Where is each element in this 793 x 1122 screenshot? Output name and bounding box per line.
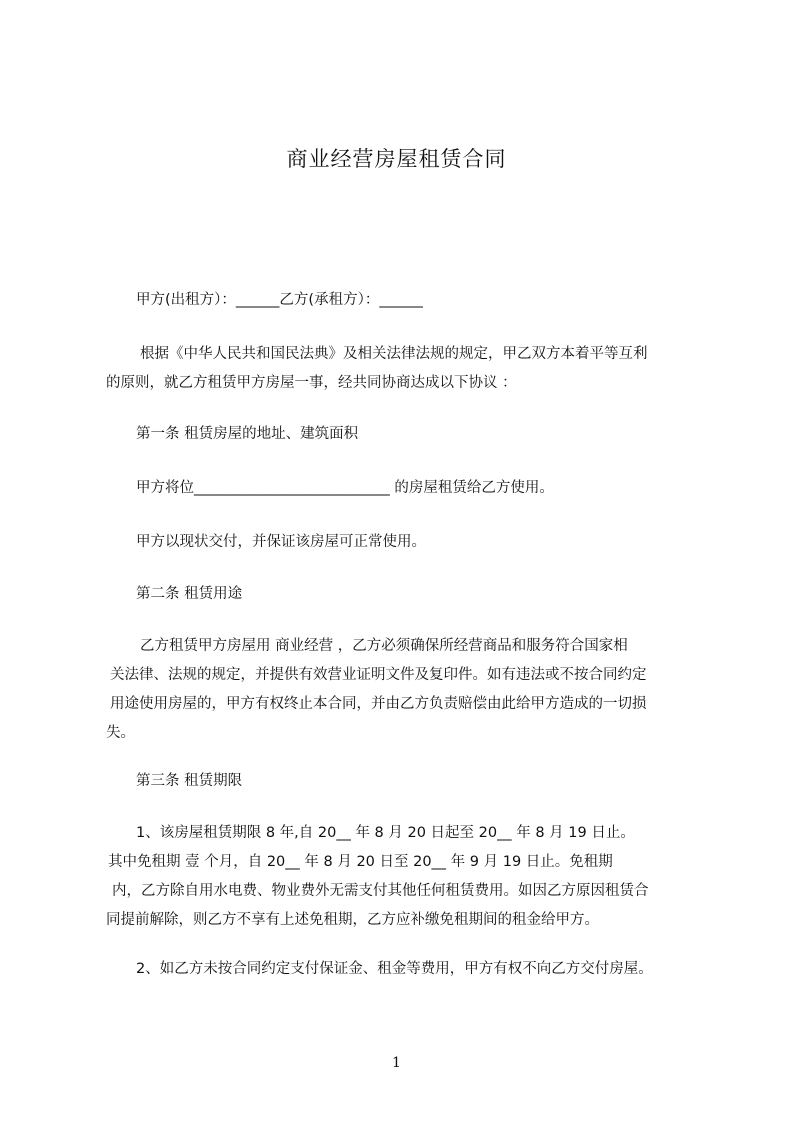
preamble-line-1: 根据《中华人民共和国民法典》及相关法律法规的规定，甲乙双方本着平等互利 <box>140 346 648 362</box>
article-2-line-2: 关法律、法规的规定，并提供有效营业证明文件及复印件。如有违法或不按合同约定 <box>110 667 647 683</box>
article-2-paragraph <box>106 632 706 748</box>
document-title: 商业经营房屋租赁合同 <box>286 147 507 171</box>
article-3-clause-1 <box>106 819 706 935</box>
article-2-line-3: 用途使用房屋的，甲方有权终止本合同，并由乙方负责赔偿由此给甲方造成的一切损 <box>110 696 647 712</box>
article-1-heading: 第一条 租赁房屋的地址、建筑面积 <box>136 426 359 442</box>
preamble-line-2: 的原则，就乙方租赁甲方房屋一事，经共同协商达成以下协议 ： <box>106 375 517 391</box>
article-3-clause-1-line-3: 内，乙方除自用水电费、物业费外无需支付其他任何租赁费用。如因乙方原因租赁合 <box>112 883 649 899</box>
article-3-clause-1-line-1: 1、该房屋租赁期限 8 年,自 20__ 年 8 月 20 日起至 20__ 年 8 月 19 日止。 <box>136 825 635 841</box>
article-3-clause-2: 2、如乙方未按合同约定支付保证金、租金等费用，甲方有权不向乙方交付房屋。 <box>136 961 653 977</box>
article-2-heading: 第二条 租赁用途 <box>136 586 243 602</box>
article-2-line-4: 失。 <box>106 725 135 741</box>
article-3-heading: 第三条 租赁期限 <box>136 773 243 789</box>
parties-line: 甲方(出租方）：______乙方(承租方）：______ <box>136 292 423 308</box>
page-number: 1 <box>392 1055 401 1071</box>
article-1-location-line: 甲方将位___________________________ 的房屋租赁给乙方使用。 <box>136 480 554 496</box>
preamble-paragraph <box>106 340 706 398</box>
article-3-clause-1-line-2: 其中免租期 壹 个月，自 20__ 年 8 月 20 日至 20__ 年 9 月 19 日止。免租期 <box>108 854 613 870</box>
article-2-line-1: 乙方租赁甲方房屋用 商业经营 ，乙方必须确保所经营商品和服务符合国家相 <box>140 638 628 654</box>
article-1-delivery-line: 甲方以现状交付，并保证该房屋可正常使用。 <box>136 534 426 550</box>
article-3-clause-1-line-4: 同提前解除，则乙方不享有上述免租期，乙方应补缴免租期间的租金给甲方。 <box>106 912 599 928</box>
